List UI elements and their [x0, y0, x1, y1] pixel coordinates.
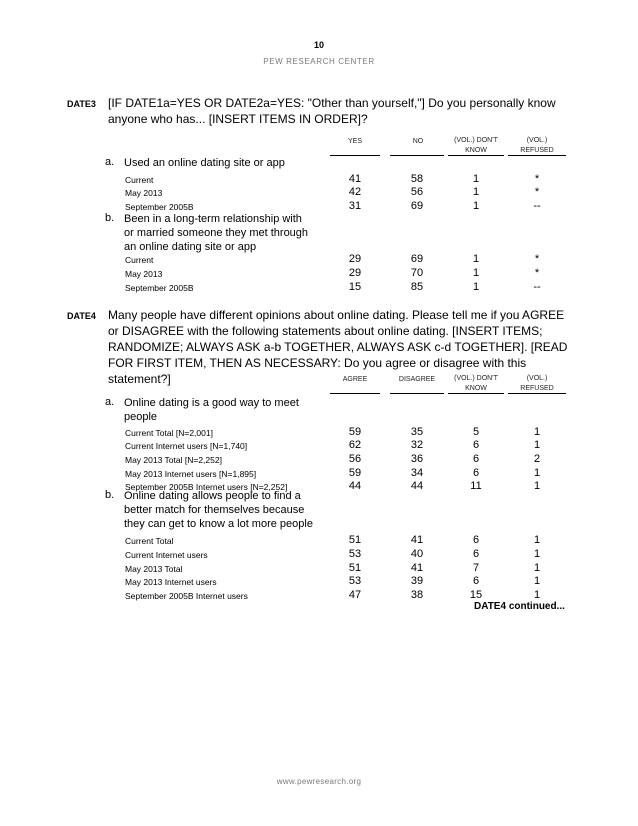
cell-value: 41	[410, 562, 424, 574]
cell-value: 69	[410, 253, 424, 265]
row-label: May 2013 Internet users	[125, 577, 217, 587]
continued-note: DATE4 continued...	[474, 601, 565, 612]
row-label: May 2013	[125, 188, 163, 198]
column-underline	[508, 393, 566, 394]
column-header: (VOL.) DON'T KNOW	[454, 137, 498, 154]
cell-value: 6	[472, 575, 480, 587]
cell-value: 85	[410, 281, 424, 293]
item-letter: b.	[105, 212, 115, 224]
column-header: (VOL.) REFUSED	[520, 375, 554, 392]
row-label: September 2005B	[125, 283, 194, 293]
cell-value: 1	[533, 426, 541, 438]
cell-value: 6	[472, 439, 480, 451]
cell-value: 6	[472, 453, 480, 465]
cell-value: 53	[348, 575, 362, 587]
cell-value: --	[533, 200, 541, 212]
cell-value: 15	[348, 281, 362, 293]
cell-value: 56	[410, 186, 424, 198]
row-label: September 2005B Internet users [N=2,252]	[125, 482, 288, 492]
column-underline	[390, 393, 444, 394]
item-text: Online dating is a good way to meet people	[124, 397, 299, 423]
row-label: May 2013 Total	[125, 564, 183, 574]
row-label: May 2013 Internet users [N=1,895]	[125, 469, 257, 479]
cell-value: 6	[472, 534, 480, 546]
cell-value: 1	[472, 253, 480, 265]
cell-value: 56	[348, 453, 362, 465]
cell-value: 15	[469, 589, 483, 601]
cell-value: 41	[348, 173, 362, 185]
cell-value: 1	[472, 186, 480, 198]
cell-value: 69	[410, 200, 424, 212]
cell-value: 36	[410, 453, 424, 465]
cell-value: 35	[410, 426, 424, 438]
cell-value: 32	[410, 439, 424, 451]
question-id-date3: DATE3	[67, 99, 96, 109]
cell-value: *	[534, 186, 540, 198]
cell-value: *	[534, 253, 540, 265]
cell-value: 58	[410, 173, 424, 185]
row-label: Current Internet users [N=1,740]	[125, 441, 248, 451]
cell-value: 40	[410, 548, 424, 560]
cell-value: 1	[533, 480, 541, 492]
column-underline	[448, 155, 504, 156]
cell-value: 29	[348, 253, 362, 265]
row-label: September 2005B Internet users	[125, 591, 248, 601]
cell-value: 11	[470, 480, 482, 492]
row-label: Current Internet users	[125, 550, 208, 560]
question-id-date4: DATE4	[67, 311, 96, 321]
cell-value: 62	[348, 439, 362, 451]
cell-value: 70	[410, 267, 424, 279]
item-letter: a.	[105, 396, 115, 408]
cell-value: 34	[410, 467, 424, 479]
cell-value: 31	[348, 200, 362, 212]
column-underline	[330, 393, 380, 394]
cell-value: 41	[410, 534, 424, 546]
cell-value: 59	[348, 426, 362, 438]
cell-value: 1	[472, 281, 480, 293]
column-header: AGREE	[342, 376, 368, 383]
cell-value: 1	[472, 200, 480, 212]
column-underline	[330, 155, 380, 156]
cell-value: 1	[533, 548, 541, 560]
cell-value: 51	[348, 562, 362, 574]
cell-value: 6	[472, 467, 480, 479]
row-label: Current Total [N=2,001]	[125, 428, 213, 438]
column-underline	[390, 155, 444, 156]
item-text: Online dating allows people to find a better match for themselves because they can get to know a lot more people	[124, 490, 313, 530]
cell-value: *	[534, 267, 540, 279]
column-header: (VOL.) DON'T KNOW	[454, 375, 498, 392]
page-number: 10	[313, 40, 324, 50]
cell-value: 1	[533, 534, 541, 546]
row-label: Current	[125, 255, 154, 265]
question-text-date4: Many people have different opinions about online dating. Please tell me if you AGREE or DISAGREE with the following statements about online dating. [INSERT ITEMS; RANDOMIZE; ALWAYS ASK a-b TOGETHER, ALWAYS ASK c-d TOGETHER]. [READ FOR FIRST ITEM, THEN AS NECESSARY: Do you agree or disagree with this statement?]	[108, 308, 568, 386]
cell-value: 47	[348, 589, 362, 601]
cell-value: 53	[348, 548, 362, 560]
organization-name: PEW RESEARCH CENTER	[263, 57, 375, 66]
row-label: May 2013	[125, 269, 163, 279]
cell-value: 1	[533, 467, 541, 479]
cell-value: 1	[472, 173, 480, 185]
cell-value: 38	[410, 589, 424, 601]
column-underline	[508, 155, 566, 156]
footer-url: www.pewresearch.org	[276, 777, 362, 786]
cell-value: 51	[348, 534, 362, 546]
item-text: Been in a long-term relationship with or married someone they met through an online dating site or app	[124, 213, 309, 253]
cell-value: 6	[472, 548, 480, 560]
column-header: YES	[347, 138, 362, 145]
cell-value: 1	[533, 575, 541, 587]
cell-value: 1	[533, 589, 541, 601]
column-header: DISAGREE	[398, 376, 436, 383]
cell-value: 2	[533, 453, 541, 465]
cell-value: 39	[410, 575, 424, 587]
column-header: (VOL.) REFUSED	[520, 137, 554, 154]
column-underline	[448, 393, 504, 394]
row-label: Current	[125, 175, 154, 185]
question-text-date3: [IF DATE1a=YES OR DATE2a=YES: "Other than yourself,"] Do you personally know anyone who has... [INSERT ITEMS IN ORDER]?	[108, 96, 556, 126]
row-label: September 2005B	[125, 202, 194, 212]
cell-value: 44	[410, 480, 424, 492]
item-text: Used an online dating site or app	[124, 157, 285, 169]
cell-value: --	[533, 281, 541, 293]
cell-value: 44	[348, 480, 362, 492]
column-header: NO	[412, 138, 424, 145]
item-letter: b.	[105, 489, 115, 501]
cell-value: 42	[348, 186, 362, 198]
cell-value: 1	[472, 267, 480, 279]
cell-value: 59	[348, 467, 362, 479]
cell-value: 5	[472, 426, 480, 438]
cell-value: *	[534, 173, 540, 185]
cell-value: 29	[348, 267, 362, 279]
cell-value: 1	[533, 562, 541, 574]
cell-value: 1	[533, 439, 541, 451]
row-label: Current Total	[125, 536, 174, 546]
item-letter: a.	[105, 156, 115, 168]
row-label: May 2013 Total [N=2,252]	[125, 455, 222, 465]
cell-value: 7	[472, 562, 480, 574]
